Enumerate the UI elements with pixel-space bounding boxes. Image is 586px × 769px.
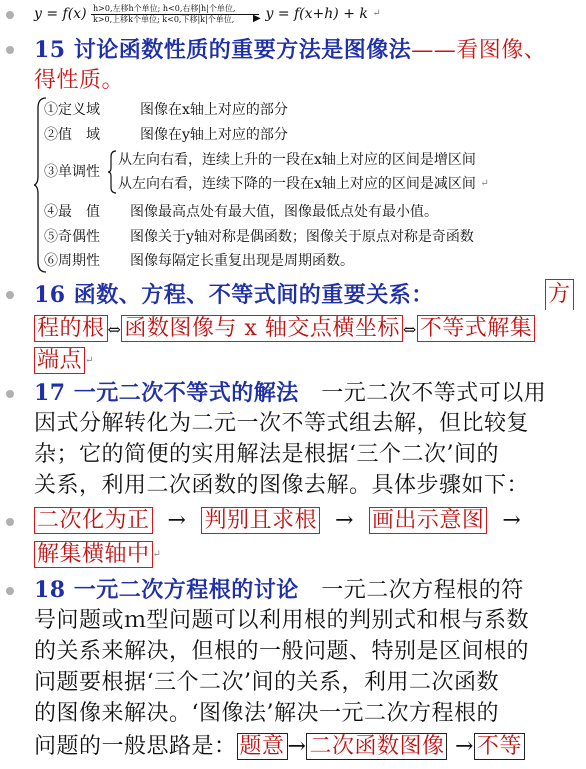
property-desc-range: 图像在y轴上对应的部分 <box>140 127 288 143</box>
property-table <box>34 96 554 274</box>
right-arrow: → <box>167 508 187 533</box>
sec18-box-inequality: 不等 <box>474 733 525 760</box>
formula-right: y = f(x+h) + k <box>265 6 368 22</box>
sec18-line4: 问题要根据‘三个二次’间的关系，利用二次函数 <box>34 670 499 695</box>
property-desc-decreasing: 从左向右看，连续下降的一段在x轴上对应的区间是减区间 ↵ <box>118 176 489 192</box>
bullet <box>6 291 14 299</box>
right-arrow: → <box>287 734 307 759</box>
sec17-step-last: 解集横轴中 ↵ <box>34 540 161 570</box>
sec18-line6 <box>34 732 525 762</box>
property-label-domain: ①定义域 <box>44 102 100 118</box>
property-label-extremum: ④最 值 <box>44 204 100 220</box>
property-label-monotonicity: ③单调性 <box>44 164 100 180</box>
sec17-line3: 杂；它的简便的实用解法是根据‘三个二次’间的 <box>34 442 499 467</box>
sec17-line2: 因式分解转化为二元一次不等式组去解，但比较复 <box>34 411 530 436</box>
property-label-parity: ⑤奇偶性 <box>44 229 100 245</box>
sec18-text: 一元二次方程根的符 <box>321 578 524 603</box>
sec16-line3: 端点 ↵ <box>34 346 94 376</box>
step-box: 判别且求根 <box>201 507 320 534</box>
sec17-line1 <box>34 378 546 409</box>
sec16-box-endpoint: 端点 <box>34 347 85 374</box>
formula-lower-condition: k>0,上移k个单位; k<0,下移|k|个单位, <box>93 15 235 24</box>
sec16-box-solution: 不等式解集 <box>417 315 536 342</box>
sec17-line4: 关系，利用二次函数的图像去解。具体步骤如下： <box>34 473 530 498</box>
sec16-title: 16 函数、方程、不等式间的重要关系： <box>34 282 434 308</box>
sec16-relations <box>34 314 535 345</box>
step-box: 画出示意图 <box>369 507 488 534</box>
sec15-slogan: ——看图像、 <box>411 38 547 63</box>
sec18-line2: 号问题或ｍ型问题可以利用根的判别式和根与系数 <box>34 608 530 633</box>
left-brace <box>34 96 48 274</box>
right-arrow: → <box>334 508 354 533</box>
right-arrow: → <box>502 508 522 533</box>
property-label-range: ②值 域 <box>44 127 100 143</box>
sec17-steps <box>34 506 521 536</box>
property-desc-increasing: 从左向右看，连续上升的一段在x轴上对应的区间是增区间 <box>118 152 476 168</box>
property-label-period: ⑥周期性 <box>44 253 100 269</box>
right-arrow: → <box>454 734 474 759</box>
step-box: 解集横轴中 <box>34 541 153 568</box>
inner-brace <box>108 150 118 194</box>
sec16-box-graph: 函数图像与 x 轴交点横坐标 <box>121 315 402 342</box>
step-box: 二次化为正 <box>34 507 153 534</box>
translation-formula: y = f(x) h>0,左移h个单位; h<0,右移|h|个单位, ▶ k>0,上移k个单位; k<0,下移|k|个单位, y = f(x+h) + k ↵ <box>34 4 381 24</box>
bullet <box>6 46 14 54</box>
formula-left: y = f(x) <box>34 6 87 22</box>
sec18-box-graph: 二次函数图像 <box>306 733 447 760</box>
sec18-box-meaning: 题意 <box>237 733 288 760</box>
sec18-text: 问题的一般思路是： <box>34 734 237 759</box>
property-desc-extremum: 图像最高点处有最大值，图像最低点处有最小值。 <box>130 204 438 220</box>
sec17-title: 17 一元二次不等式的解法 <box>34 380 299 406</box>
property-desc-parity: 图像关于y轴对称是偶函数；图像关于原点对称是奇函数 <box>130 229 474 245</box>
sec18-line1 <box>34 575 524 606</box>
equiv-arrow: ⇔ <box>402 320 417 339</box>
bullet <box>6 587 14 595</box>
sec17-text: 一元二次不等式可以用 <box>321 381 547 406</box>
sec16-box-root: 程的根 <box>34 315 108 342</box>
bullet <box>6 390 14 398</box>
sec18-line3: 的关系来解决，但根的一般问题、特别是区间根的 <box>34 639 530 664</box>
bullet <box>6 518 14 526</box>
sec15-title: 15 讨论函数性质的重要方法是图像法 <box>34 37 412 63</box>
property-desc-domain: 图像在x轴上对应的部分 <box>140 102 288 118</box>
sec18-line5: 的图像来解决。‘图像法’解决一元二次方程根的 <box>34 701 499 726</box>
property-desc-period: 图像每隔定长重复出现是周期函数。 <box>130 253 354 269</box>
return-mark: ↵ <box>372 8 381 19</box>
sec15-title-line2: 得性质。 <box>34 68 125 93</box>
bullet <box>6 11 14 19</box>
formula-upper-condition: h>0,左移h个单位; h<0,右移|h|个单位, <box>93 4 236 13</box>
sec18-title: 18 一元二次方程根的讨论 <box>34 577 299 603</box>
sec16-box-root-top: 方 <box>545 279 574 310</box>
equiv-arrow: ⇔ <box>107 320 122 339</box>
sec15-title-line1 <box>34 35 546 66</box>
